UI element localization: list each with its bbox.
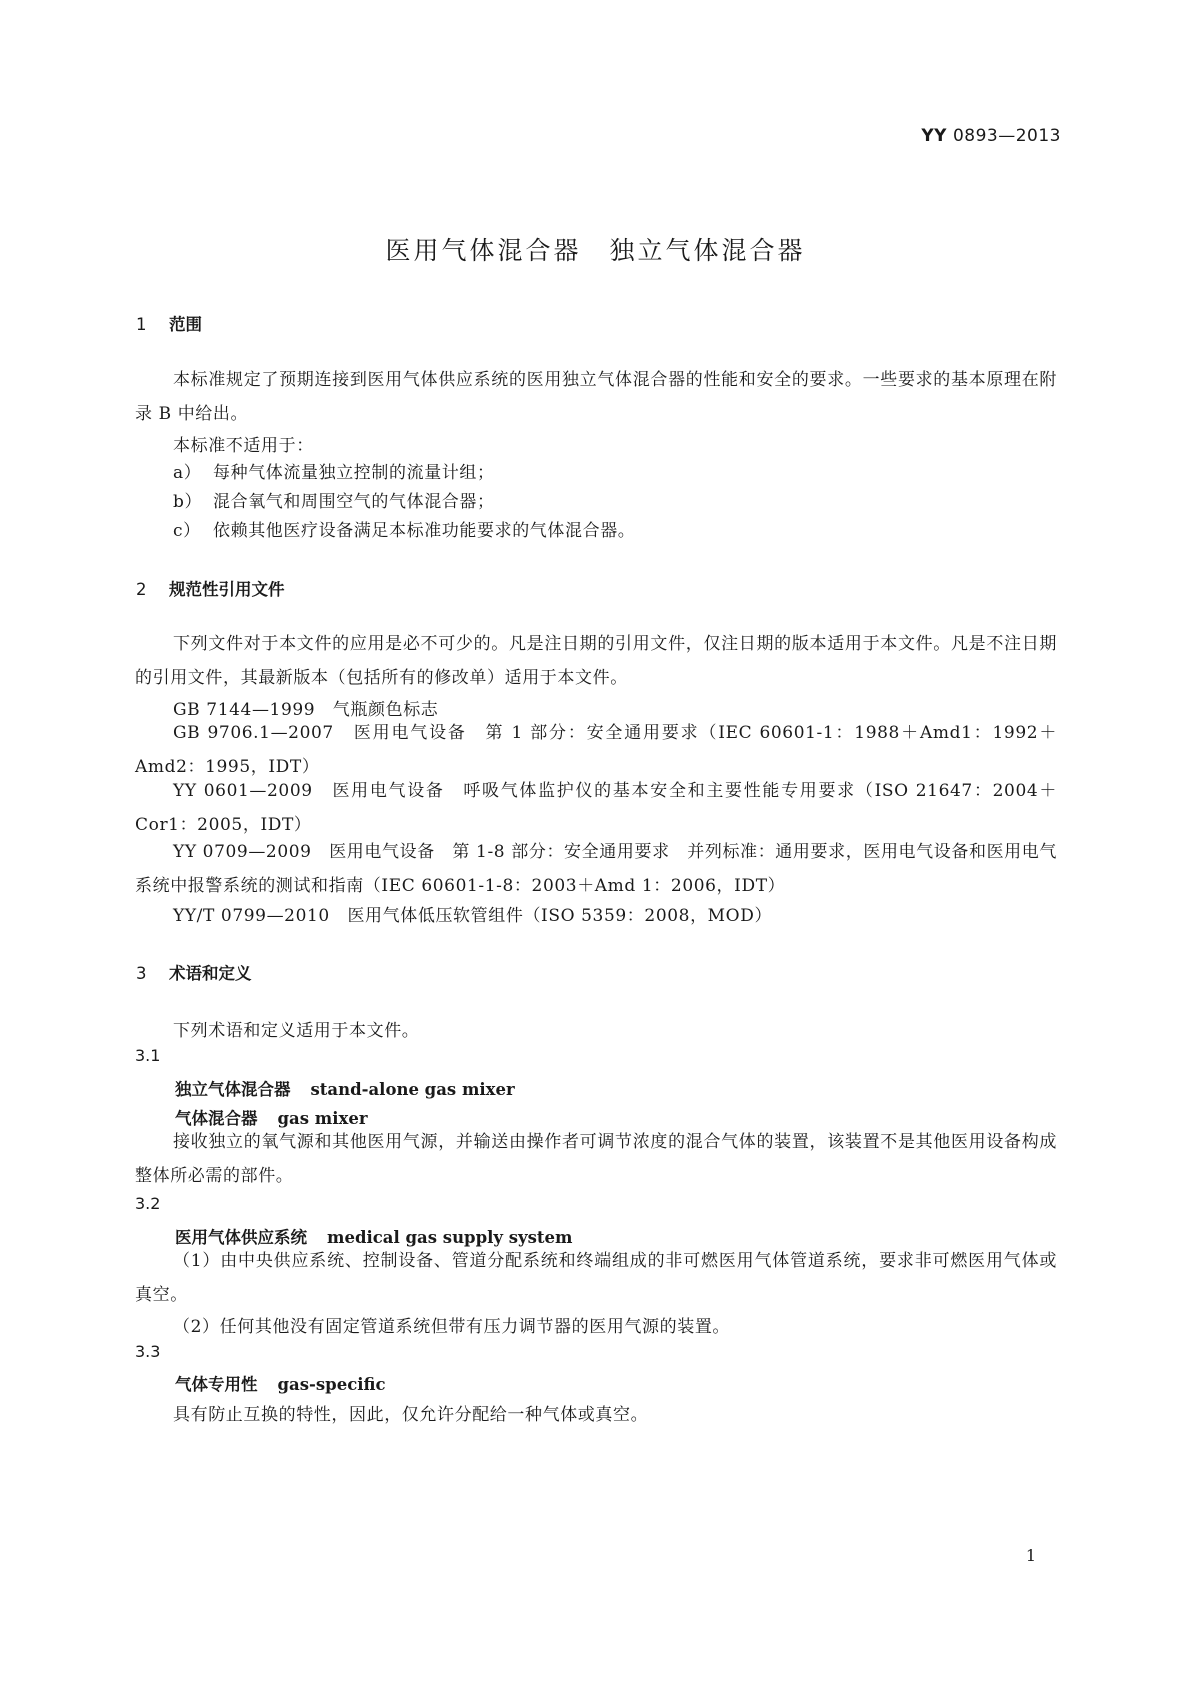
section-number: 1 xyxy=(136,315,147,334)
list-item xyxy=(173,458,495,483)
section-number: 2 xyxy=(136,580,147,599)
term-en: stand-alone gas mixer xyxy=(310,1080,515,1099)
term-definition: 具有防止互换的特性，因此，仅允许分配给一种气体或真空。 xyxy=(173,1405,649,1425)
term-zh: 气体专用性 xyxy=(175,1375,258,1394)
scope-paragraph: 本标准规定了预期连接到医用气体供应系统的医用独立气体混合器的性能和安全的要求。一些要求的基本原理在附录 B 中给出。 xyxy=(135,370,1057,424)
page-number: 1 xyxy=(1025,1546,1036,1565)
section-3-heading xyxy=(136,960,252,984)
list-marker: c） xyxy=(173,521,201,541)
list-item xyxy=(173,487,495,512)
terms-intro: 下列术语和定义适用于本文件。 xyxy=(173,1021,420,1041)
term-en: gas-specific xyxy=(277,1375,386,1394)
term-en: medical gas supply system xyxy=(327,1228,573,1247)
list-item xyxy=(173,516,635,541)
term-entry xyxy=(175,1371,386,1395)
term-number: 3.2 xyxy=(135,1194,161,1213)
term-definition: （2）任何其他没有固定管道系统但带有压力调节器的医用气源的装置。 xyxy=(173,1317,731,1337)
term-entry xyxy=(175,1076,515,1100)
reference-entry: GB 9706.1—2007 医用电气设备 第 1 部分：安全通用要求（IEC 60601-1：1988＋Amd1：1992＋Amd2：1995，IDT） xyxy=(135,723,1057,777)
standard-number xyxy=(921,126,1061,146)
normative-intro-paragraph: 下列文件对于本文件的应用是必不可少的。凡是注日期的引用文件，仅注日期的版本适用于本文件。凡是不注日期的引用文件，其最新版本（包括所有的修改单）适用于本文件。 xyxy=(135,634,1057,688)
section-2-heading xyxy=(136,576,285,600)
list-text: 每种气体流量独立控制的流量计组； xyxy=(213,463,495,483)
section-title: 术语和定义 xyxy=(169,964,252,983)
reference-entry: YY 0601—2009 医用电气设备 呼吸气体监护仪的基本安全和主要性能专用要求（ISO 21647：2004＋Cor1：2005，IDT） xyxy=(135,781,1057,835)
term-zh: 气体混合器 xyxy=(175,1109,258,1128)
list-text: 依赖其他医疗设备满足本标准功能要求的气体混合器。 xyxy=(213,521,636,541)
section-title: 规范性引用文件 xyxy=(169,580,285,599)
list-text: 混合氧气和周围空气的气体混合器； xyxy=(213,492,495,512)
term-definition: （1）由中央供应系统、控制设备、管道分配系统和终端组成的非可燃医用气体管道系统，要求非可燃医用气体或真空。 xyxy=(135,1251,1057,1305)
term-zh: 独立气体混合器 xyxy=(175,1080,291,1099)
term-en: gas mixer xyxy=(277,1109,368,1128)
section-1-heading xyxy=(136,311,202,335)
list-marker: b） xyxy=(173,492,203,512)
list-marker: a） xyxy=(173,463,202,483)
term-definition: 接收独立的氧气源和其他医用气源，并输送由操作者可调节浓度的混合气体的装置，该装置不是其他医用设备构成整体所必需的部件。 xyxy=(135,1132,1057,1186)
reference-entry: YY/T 0799—2010 医用气体低压软管组件（ISO 5359：2008，MOD） xyxy=(173,906,773,926)
term-number: 3.1 xyxy=(135,1046,161,1065)
standard-prefix: YY xyxy=(921,126,947,146)
standard-code: 0893—2013 xyxy=(952,126,1061,146)
reference-entry: YY 0709—2009 医用电气设备 第 1-8 部分：安全通用要求 并列标准：通用要求，医用电气设备和医用电气系统中报警系统的测试和指南（IEC 60601-1-8：2003＋Amd 1：2006，IDT） xyxy=(135,842,1057,896)
document-title: 医用气体混合器 独立气体混合器 xyxy=(385,236,806,265)
term-number: 3.3 xyxy=(135,1342,161,1361)
reference-entry: GB 7144—1999 气瓶颜色标志 xyxy=(173,700,439,720)
section-number: 3 xyxy=(136,964,147,983)
not-applicable-intro: 本标准不适用于： xyxy=(173,436,314,456)
section-title: 范围 xyxy=(169,315,202,334)
term-zh: 医用气体供应系统 xyxy=(175,1228,307,1247)
